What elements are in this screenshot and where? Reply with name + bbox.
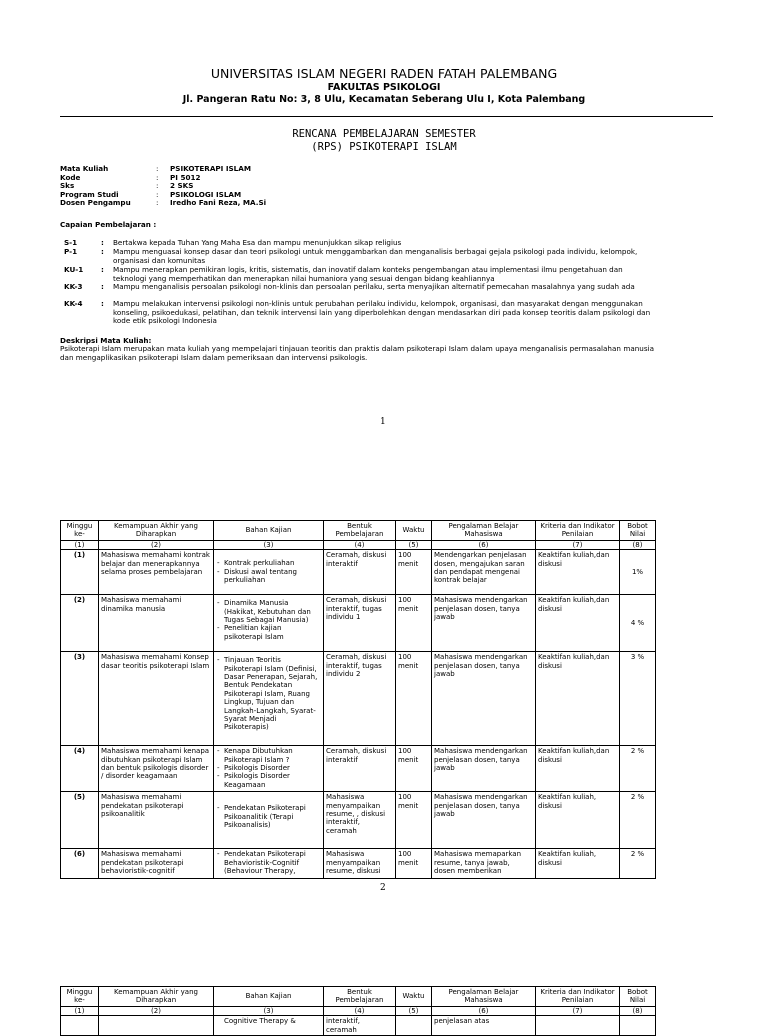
cell-kemampuan: Mahasiswa memahami pendekatan psikoterapi psikoanalitik: [99, 792, 214, 849]
cell-pengalaman: Mendengarkan penjelasan dosen, mengajukan saran dan pendapat mengenai kontrak belajar: [432, 550, 536, 595]
cell-minggu: (5): [61, 792, 99, 849]
cell-pengalaman: Mahasiswa mendengarkan penjelasan dosen, tanya jawab: [432, 595, 536, 652]
cell-bahan: [214, 792, 324, 849]
table-row: [61, 550, 656, 595]
cell-waktu: 100 menit: [396, 652, 432, 746]
table-row: [61, 746, 656, 792]
info-colon: :: [156, 181, 159, 190]
header-minggu: Minggu ke-: [61, 521, 99, 541]
info-label: Dosen Pengampu: [60, 198, 131, 207]
header-bahan: Bahan Kajian: [214, 521, 324, 541]
cell-kriteria: Keaktifan kuliah,dan diskusi: [536, 746, 620, 792]
bahan-item: - Kenapa Dibutuhkan Psikoterapi Islam ?: [216, 747, 321, 764]
cell-kemampuan: Mahasiswa memahami Konsep dasar teoritis psikoterapi Islam: [99, 652, 214, 746]
info-value: PSIKOLOGI ISLAM: [170, 189, 242, 199]
capaian-colon: :: [101, 299, 104, 308]
info-label: Program Studi: [60, 189, 119, 199]
col-number: (4): [324, 1006, 396, 1015]
capaian-code: KK-3: [64, 282, 83, 291]
page-number: 1: [380, 417, 386, 427]
table-row: [61, 849, 656, 879]
col-number: (5): [396, 1006, 432, 1015]
info-label: Kode: [60, 172, 81, 182]
cell-waktu: 100 menit: [396, 595, 432, 652]
bahan-item: - Psikologis Disorder: [216, 764, 321, 772]
info-colon: :: [156, 172, 159, 182]
col-number: (3): [214, 540, 324, 549]
cell-bahan: [214, 550, 324, 595]
cell-bentuk: interaktif, ceramah: [324, 1016, 396, 1036]
cell-bobot: [620, 1016, 656, 1036]
col-number: (2): [99, 540, 214, 549]
cell-pengalaman: Mahasiswa mendengarkan penjelasan dosen, tanya jawab: [432, 652, 536, 746]
info-value: PSIKOTERAPI ISLAM: [170, 164, 251, 173]
cell-minggu: [61, 1016, 99, 1036]
col-number: (8): [620, 540, 656, 549]
capaian-colon: :: [101, 238, 104, 247]
cell-minggu: (3): [61, 652, 99, 746]
cell-minggu: (2): [61, 595, 99, 652]
table-header-row: [61, 987, 656, 1007]
header-bentuk: Bentuk Pembelajaran: [324, 987, 396, 1007]
cell-bobot: 2 %: [620, 849, 656, 879]
capaian-text: Mampu menganalisis persoalan psikologi non-klinis dan persoalan perilaku, serta menyajikan alternatif pemecahan masalahnya yang sudah ada: [113, 282, 635, 291]
info-label: Sks: [60, 181, 75, 190]
info-value: 2 SKS: [170, 181, 194, 190]
header-bahan: Bahan Kajian: [214, 987, 324, 1007]
cell-waktu: 100 menit: [396, 849, 432, 879]
page-number: 2: [380, 883, 386, 893]
header-kriteria: Kriteria dan Indikator Penilaian: [536, 987, 620, 1007]
cell-pengalaman: Mahasiswa memaparkan resume, tanya jawab, dosen memberikan: [432, 849, 536, 879]
info-value: Iredho Fani Reza, MA.Si: [170, 198, 267, 207]
bahan-item: - Pendekatan Psikoterapi Psikoanalitik (Terapi Psikoanalisis): [216, 804, 321, 829]
cell-waktu: 100 menit: [396, 746, 432, 792]
cell-bahan: [214, 746, 324, 792]
cell-bahan: Cognitive Therapy &: [214, 1016, 324, 1036]
header-waktu: Waktu: [396, 521, 432, 541]
capaian-text: Mampu menerapkan pemikiran logis, kritis, sistematis, dan inovatif dalam konteks pengembangan atau implementasi ilmu pengetahuan dan teknologi yang memperhatikan dan menerapkan nilai humaniora yang sesuai dengan bidang keahliannya: [113, 265, 623, 283]
bahan-item: - Kontrak perkuliahan: [216, 559, 321, 567]
info-value: PI 5012: [170, 172, 201, 182]
table-header-row: [61, 521, 656, 541]
document-title: RENCANA PEMBELAJARAN SEMESTER: [292, 128, 476, 140]
cell-bobot: 1%: [620, 550, 656, 595]
col-number: (5): [396, 540, 432, 549]
header-kriteria: Kriteria dan Indikator Penilaian: [536, 521, 620, 541]
university-name: UNIVERSITAS ISLAM NEGERI RADEN FATAH PALEMBANG: [210, 66, 558, 81]
cell-bobot: 4 %: [620, 595, 656, 652]
table-row: [61, 652, 656, 746]
info-colon: :: [156, 198, 159, 207]
deskripsi-text: Psikoterapi Islam merupakan mata kuliah yang mempelajari tinjauan teoritis dan praktis dalam psikoterapi Islam dalam upaya menganalisis permasalahan manusia dan mengaplikasikan psikoterapi Islam dalam pemeriksaan dan intervensi psikologis.: [60, 344, 654, 362]
column-number-row: [61, 1006, 656, 1015]
col-number: (1): [61, 1006, 99, 1015]
header-kemampuan: Kemampuan Akhir yang Diharapkan: [99, 521, 214, 541]
rps-table: [60, 520, 656, 879]
cell-pengalaman: penjelasan atas: [432, 1016, 536, 1036]
cell-pengalaman: Mahasiswa mendengarkan penjelasan dosen, tanya jawab: [432, 792, 536, 849]
rps-table-continued: [60, 986, 656, 1036]
cell-kriteria: [536, 1016, 620, 1036]
bahan-item: - Pendekatan Psikoterapi Behavioristik-Cognitif (Behaviour Therapy,: [216, 850, 321, 875]
faculty-name: FAKULTAS PSIKOLOGI: [327, 82, 441, 93]
table-row: [61, 595, 656, 652]
cell-kriteria: Keaktifan kuliah,dan diskusi: [536, 550, 620, 595]
cell-waktu: 100 menit: [396, 550, 432, 595]
cell-minggu: (6): [61, 849, 99, 879]
capaian-code: P-1: [64, 247, 78, 256]
col-number: (1): [61, 540, 99, 549]
col-number: (3): [214, 1006, 324, 1015]
col-number: (4): [324, 540, 396, 549]
header-bobot: Bobot Nilai: [620, 987, 656, 1007]
capaian-text: Mampu menguasai konsep dasar dan teori psikologi untuk menggambarkan dan menganalisis berbagai gejala psikologi pada individu, kelompok, organisasi dan komunitas: [113, 247, 638, 265]
col-number: (8): [620, 1006, 656, 1015]
capaian-text: Bertakwa kepada Tuhan Yang Maha Esa dan mampu menunjukkan sikap religius: [113, 238, 402, 247]
document-subtitle: (RPS) PSIKOTERAPI ISLAM: [311, 141, 457, 153]
capaian-code: S-1: [64, 238, 78, 247]
cell-bahan: [214, 849, 324, 879]
cell-bahan: [214, 595, 324, 652]
cell-minggu: (1): [61, 550, 99, 595]
cell-bentuk: Mahasiswa menyampaikan resume, diskusi: [324, 849, 396, 879]
bahan-item: - Psikologis Disorder Keagamaan: [216, 772, 321, 789]
cell-pengalaman: Mahasiswa mendengarkan penjelasan dosen, tanya jawab: [432, 746, 536, 792]
col-number: (2): [99, 1006, 214, 1015]
col-number: (7): [536, 540, 620, 549]
cell-bentuk: Ceramah, diskusi interaktif, tugas individu 2: [324, 652, 396, 746]
cell-bobot: 2 %: [620, 746, 656, 792]
bahan-item: - Tinjauan Teoritis Psikoterapi Islam (Definisi, Dasar Penerapan, Sejarah, Bentuk Pendekatan Psikoterapi Islam, Ruang Lingkup, Tujuan dan Langkah-Langkah, Syarat-Syarat Menjadi Psikoterapis): [216, 656, 321, 732]
cell-bentuk: Mahasiswa menyampaikan resume, , diskusi interaktif, ceramah: [324, 792, 396, 849]
cell-bobot: 3 %: [620, 652, 656, 746]
cell-kriteria: Keaktifan kuliah, diskusi: [536, 849, 620, 879]
header-bobot: Bobot Nilai: [620, 521, 656, 541]
capaian-code: KU-1: [64, 265, 84, 274]
cell-bahan: [214, 652, 324, 746]
col-number: (6): [432, 540, 536, 549]
cell-bentuk: Ceramah, diskusi interaktif: [324, 550, 396, 595]
cell-bobot: 2 %: [620, 792, 656, 849]
col-number: (6): [432, 1006, 536, 1015]
cell-bentuk: Ceramah, diskusi interaktif, tugas individu 1: [324, 595, 396, 652]
cell-bentuk: Ceramah, diskusi interaktif: [324, 746, 396, 792]
header-divider: [60, 116, 713, 117]
table-row: [61, 792, 656, 849]
capaian-title: Capaian Pembelajaran :: [60, 220, 157, 229]
capaian-colon: :: [101, 265, 104, 274]
cell-kemampuan: Mahasiswa memahami kontrak belajar dan menerapkannya selama proses pembelajaran: [99, 550, 214, 595]
info-label: Mata Kuliah: [60, 164, 109, 173]
cell-kriteria: Keaktifan kuliah,dan diskusi: [536, 652, 620, 746]
capaian-colon: :: [101, 247, 104, 256]
col-number: (7): [536, 1006, 620, 1015]
faculty-address: Jl. Pangeran Ratu No: 3, 8 Ulu, Kecamatan Seberang Ulu I, Kota Palembang: [182, 94, 586, 105]
capaian-text: Mampu melakukan intervensi psikologi non-klinis untuk perubahan perilaku individu, kelompok, organisasi, dan masyarakat dengan menggunakan konseling, psikoedukasi, pelatihan, dan teknik intervensi lain yang diperbolehkan dengan mendasarkan diri pada konsep teoritis dalam psikologi dan kode etik psikologi Indonesia: [113, 299, 651, 326]
bahan-item: - Diskusi awal tentang perkuliahan: [216, 568, 321, 585]
header-minggu: Minggu ke-: [61, 987, 99, 1007]
cell-waktu: 100 menit: [396, 792, 432, 849]
header-bentuk: Bentuk Pembelajaran: [324, 521, 396, 541]
header-pengalaman: Pengalaman Belajar Mahasiswa: [432, 521, 536, 541]
cell-minggu: (4): [61, 746, 99, 792]
cell-waktu: [396, 1016, 432, 1036]
header-kemampuan: Kemampuan Akhir yang Diharapkan: [99, 987, 214, 1007]
capaian-code: KK-4: [64, 299, 83, 308]
cell-kemampuan: Mahasiswa memahami dinamika manusia: [99, 595, 214, 652]
capaian-colon: :: [101, 282, 104, 291]
bahan-item: - Penelitian kajian psikoterapi Islam: [216, 624, 321, 641]
cell-kemampuan: Mahasiswa memahami kenapa dibutuhkan psikoterapi Islam dan bentuk psikologis disorder / disorder keagamaan: [99, 746, 214, 792]
cell-kriteria: Keaktifan kuliah, diskusi: [536, 792, 620, 849]
cell-kriteria: Keaktifan kuliah,dan diskusi: [536, 595, 620, 652]
cell-kemampuan: Mahasiswa memahami pendekatan psikoterapi behavioristik-cognitif: [99, 849, 214, 879]
table-row: [61, 1016, 656, 1036]
info-colon: :: [156, 189, 159, 199]
cell-kemampuan: [99, 1016, 214, 1036]
bahan-item: - Dinamika Manusia (Hakikat, Kebutuhan dan Tugas Sebagai Manusia): [216, 599, 321, 624]
header-pengalaman: Pengalaman Belajar Mahasiswa: [432, 987, 536, 1007]
header-waktu: Waktu: [396, 987, 432, 1007]
column-number-row: [61, 540, 656, 549]
deskripsi-title: Deskripsi Mata Kuliah:: [60, 336, 152, 345]
info-colon: :: [156, 164, 159, 173]
